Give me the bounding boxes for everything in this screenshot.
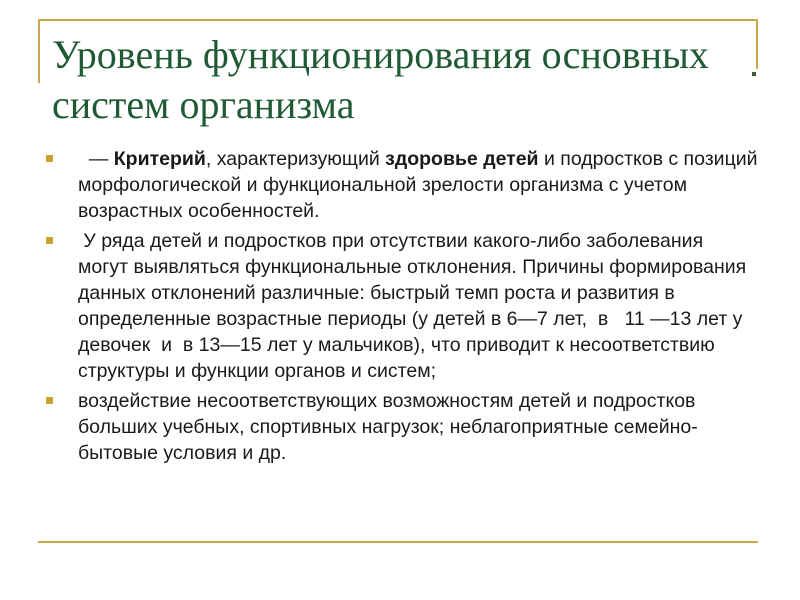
left-rule [38, 19, 40, 83]
corner-dot [752, 72, 756, 76]
bullet-text: У ряда детей и подростков при отсутствии какого-либо заболевания могут выявляться функциональные отклонения. Причины формирования данных отклонений различные: быстрый темп роста и развития в определенные возрастные периоды (у детей в 6—7 лет, в 11 —13 лет у девочек и в 13—15 лет у мальчиков), что приводит к несоответствию структуры и функции органов и систем; [78, 230, 752, 382]
bullet-list [46, 146, 758, 470]
bullet-bold-health: здоровье детей [385, 148, 539, 170]
bullet-item-criterion [46, 146, 758, 224]
right-rule [756, 19, 758, 69]
bullet-lead: — [78, 148, 114, 170]
slide-title: Уровень функционирования основных систем организма [52, 32, 709, 127]
bullet-text: воздействие несоответствующих возможностям детей и подростков больших учебных, спортивных нагрузок; неблагоприятные семейно-бытовые условия и др. [78, 390, 698, 464]
square-bullet-icon [46, 155, 53, 162]
square-bullet-icon [46, 397, 53, 404]
bullet-bold-criterion: Критерий [113, 148, 206, 170]
square-bullet-icon [46, 237, 53, 244]
bottom-rule [38, 541, 758, 543]
bullet-item-loads [46, 388, 758, 466]
bullet-mid: , характеризующий [205, 148, 386, 170]
bullet-item-deviations [46, 228, 758, 384]
bullet-tail: и подростков с позиций морфологической и функциональной зрелости организма с учетом возрастных особенностей. [78, 148, 758, 222]
top-rule [38, 19, 758, 21]
